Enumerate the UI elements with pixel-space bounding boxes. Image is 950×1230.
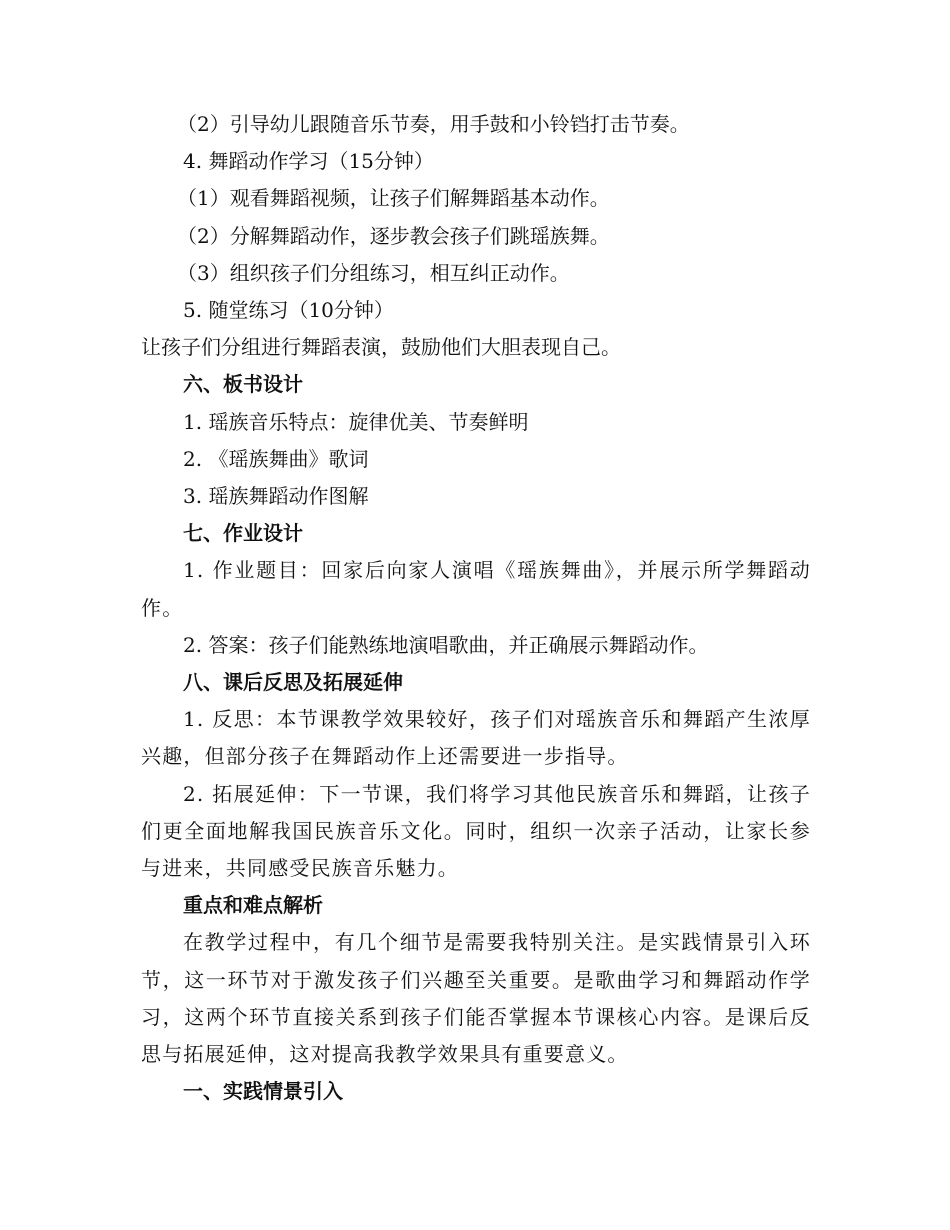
subsection-heading: 一、实践情景引入 <box>183 1079 343 1104</box>
paragraph: 1. 作业题目：回家后向家人演唱《瑶族舞曲》，并展示所学舞蹈动作。 <box>141 558 811 620</box>
step-line: （3）组织孩子们分组练习，相互纠正动作。 <box>177 260 570 285</box>
list-item: 2. 《瑶族舞曲》歌词 <box>183 446 369 471</box>
paragraph: 1. 反思：本节课教学效果较好，孩子们对瑶族音乐和舞蹈产生浓厚兴趣，但部分孩子在舞蹈动作上还需要进一步指导。 <box>141 707 811 769</box>
step-heading: 5. 随堂练习（10分钟） <box>183 298 394 323</box>
section-heading-homework: 七、作业设计 <box>183 521 303 546</box>
list-item: 1. 瑶族音乐特点：旋律优美、节奏鲜明 <box>183 409 529 434</box>
document-body <box>141 106 811 1110</box>
list-item: 2. 答案：孩子们能熟练地演唱歌曲，并正确展示舞蹈动作。 <box>183 632 709 657</box>
list-item: 3. 瑶族舞蹈动作图解 <box>183 484 369 509</box>
step-line: （1）观看舞蹈视频，让孩子们解舞蹈基本动作。 <box>177 186 610 211</box>
step-line: 让孩子们分组进行舞蹈表演，鼓励他们大胆表现自己。 <box>141 335 621 360</box>
section-heading-reflection: 八、课后反思及拓展延伸 <box>183 670 403 695</box>
section-heading-key-points: 重点和难点解析 <box>183 893 323 918</box>
paragraph: 2. 拓展延伸：下一节课，我们将学习其他民族音乐和舞蹈，让孩子们更全面地解我国民族音乐文化。同时，组织一次亲子活动，让家长参与进来，共同感受民族音乐魅力。 <box>141 781 811 881</box>
section-heading-board-design: 六、板书设计 <box>183 372 303 397</box>
paragraph: 在教学过程中，有几个细节是需要我特别关注。是实践情景引入环节，这一环节对于激发孩子们兴趣至关重要。是歌曲学习和舞蹈动作学习，这两个环节直接关系到孩子们能否掌握本节课核心内容。是课后反思与拓展延伸，这对提高我教学效果具有重要意义。 <box>141 930 811 1067</box>
step-line: （2）引导幼儿跟随音乐节奏，用手鼓和小铃铛打击节奏。 <box>177 112 690 136</box>
step-heading: 4. 舞蹈动作学习（15分钟） <box>183 149 434 174</box>
step-line: （2）分解舞蹈动作，逐步教会孩子们跳瑶族舞。 <box>177 223 610 248</box>
